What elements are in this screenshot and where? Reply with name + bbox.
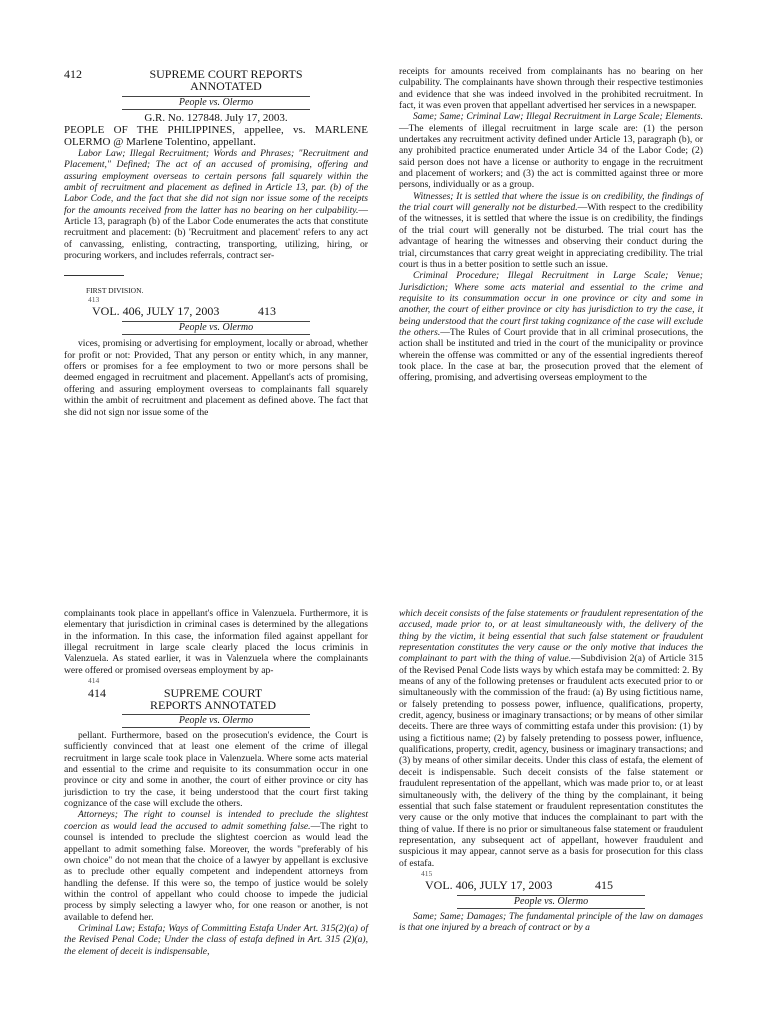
body-paragraph: receipts for amounts received from complainants has no bearing on her culpability. The complainants have shown through their respective testimonies and evidence that she was indeed involved in the prohibited recruitment. In fact, it was even proven that appellant advertised her services in a newspaper. xyxy=(399,66,703,112)
report-title: SUPREME COURT REPORTS xyxy=(149,67,303,81)
syllabus-heading: Same; Same; Criminal Law; Illegal Recruitment in Large Scale; Elements. xyxy=(413,111,703,123)
body-paragraph: vices, promising or advertising for employment, locally or abroad, whether for profit or not: Provided, That any person or entity which, in any manner, offers or promises for a fee employment to two or more persons shall be deemed engaged in recruitment and placement. Appellant's acts of promising, offering and assuring employment overseas to complainants fall squarely within the ambit of recruitment and placement as defined above. The fact that she did not sign nor issue some of the xyxy=(64,338,368,418)
footnote: FIRST DIVISION. xyxy=(86,286,144,296)
report-title-line2: ANNOTATED xyxy=(190,79,262,93)
column-bottom-right xyxy=(399,608,703,934)
syllabus-text: —Article 13, paragraph (b) of the Labor Code enumerates the acts that constitute recruitment and placement: (b) 'Recruitment and placement' refers to any act of canvassing, enlisting, contracting, transporting, utilizing, hiring, or procuring workers, and includes referrals, contract ser- xyxy=(64,204,368,262)
running-head: People vs. Olermo xyxy=(457,895,645,909)
syllabus-paragraph xyxy=(64,923,368,957)
syllabus-text: —The Rules of Court provide that in all criminal prosecutions, the action shall be instituted and tried in the court of the municipality or province wherein the offense was committed or any of the essential ingredients thereof took place. In the case at bar, the prosecution proved that the element of offering, promising, and advertising overseas employment to the xyxy=(399,326,703,384)
body-text: complainants took place in appellant's office in Valenzuela. Furthermore, it is elementary that jurisdiction in criminal cases is determined by the allegations in the information. In this case, the information filed against appellant for illegal recruitment in large scale clearly placed the locus criminis in Valenzuela. As stated earlier, it was in Valenzuela where the complainants were offered or promised overseas employment by ap- xyxy=(64,608,368,676)
syllabus-paragraph xyxy=(399,111,703,190)
running-head: People vs. Olermo xyxy=(122,321,310,335)
syllabus-paragraph xyxy=(399,191,703,270)
page-number: 415 xyxy=(595,877,613,892)
column-top-left xyxy=(64,66,368,418)
syllabus-paragraph xyxy=(64,809,368,922)
syllabus-text: —The elements of illegal recruitment in large scale are: (1) the person undertakes any recruitment activity defined under Article 13, paragraph (b), or any prohibited practice enumerated under Article 34 of the Labor Code; (2) said person does not have a license or authority to engage in the recruitment and placement of workers; and (3) the act is committed against three or more persons, individually or as a group. xyxy=(399,122,703,191)
syllabus-text: —Subdivision 2(a) of Article 315 of the Revised Penal Code lists ways by which estafa may be committed: 2. By means of any of the following pretenses or fraudulent acts executed prior to or simultaneously with the commission of the fraud: (a) By using fictitious name, or falsely pretending to possess power, influence, qualifications, property, credit, agency, business or imaginary transactions; or by means of other similar deceits. There are three ways of committing estafa under this provision: (1) by using a fictitious name; (2) by falsely pretending to possess power, influence, qualifications, property, credit, agency, business or imaginary transactions; and (3) by means of other similar deceits. Under this class of estafa, the element of deceit is indispensable. Such deceit consists of the false statement or fraudulent representation of the appellant, which was made prior to, or at least simultaneously with, the delivery of the thing by the complainant, it being essential that such false statement or fraudulent representation constitutes the very cause or the only motive that induces the complainant to part with the thing of value. If there is no prior or simultaneous false statement or fraudulent representation, any subsequent act of appellant, however fraudulent and suspicious it may appear, cannot serve as a basis for prosecution for this class of estafa. xyxy=(399,653,704,869)
volume-line: VOL. 406, JULY 17, 2003 xyxy=(425,877,553,892)
syllabus-paragraph xyxy=(64,148,368,261)
syllabus-paragraph xyxy=(399,608,703,869)
syllabus-text: —The right to counsel is intended to preclude the slightest coercion as would lead the appellant to admit something false. Moreover, the words "preferably of his own choice" do not mean that the choice of a lawyer by appellant is exclusive as to preclude other equally competent and independent attorneys from handling the defense. If this were so, the tempo of justice would be solely within the control of appellant who could choose to impede the judicial process by simply selecting a lawyer who, for one reason or another, is not available to defend her. xyxy=(64,820,368,923)
running-head: People vs. Olermo xyxy=(122,96,310,110)
syllabus-italic: which deceit consists of the false statements or fraudulent representation of the accused, made prior to, or at least simultaneously with, the delivery of the thing by the victim, it being essential that such false statement or fraudulent representation constitutes the very cause or the only motive that induces the complainant to part with the thing of value. xyxy=(399,608,703,665)
report-title-line2: REPORTS ANNOTATED xyxy=(150,698,276,713)
running-head: People vs. Olermo xyxy=(122,714,310,728)
report-title: SUPREME COURT xyxy=(163,686,263,701)
page-header-415 xyxy=(399,878,703,894)
column-bottom-left xyxy=(64,608,368,957)
case-number: G.R. No. 127848. July 17, 2003. xyxy=(144,112,288,124)
syllabus-heading: Same; Same; Damages; The fundamental principle of the law on damages is that one injured by a breach of contract or by a xyxy=(399,910,703,934)
syllabus-text: —With respect to the credibility of the witnesses, it is settled that where the issue is on credibility, the findings of the trial court will generally not be disturbed. The trial court has the advantage of hearing the witnesses and observing their conduct during the trial, circumstances that carry great weight in appreciating credibility. The trial court is thus in a better position to settle such an issue. xyxy=(399,202,704,270)
page-header-413 xyxy=(64,304,368,320)
body-paragraph xyxy=(64,608,368,676)
volume-line: VOL. 406, JULY 17, 2003 xyxy=(92,304,220,319)
case-caption: PEOPLE OF THE PHILIPPINES, appellee, vs. MARLENE OLERMO @ Marlene Tolentino, appellant. xyxy=(64,124,368,148)
syllabus-heading: Criminal Law; Estafa; Ways of Committing Estafa Under Art. 315(2)(a) of the Revised Penal Code; Under the class of estafa defined in Art. 315 (2)(a), the element of deceit is indispensable, xyxy=(64,922,368,957)
page-number: 413 xyxy=(258,304,276,319)
footnote-page-ref: 413 xyxy=(88,295,100,305)
syllabus-heading: Witnesses; It is settled that where the issue is on credibility, the findings of the trial court will generally not be disturbed. xyxy=(399,190,703,214)
page-ref: 414 xyxy=(88,676,100,686)
syllabus-heading: Labor Law; Illegal Recruitment; Words and Phrases; "Recruitment and Placement," Defined; xyxy=(64,148,368,171)
page-number: 414 xyxy=(88,686,106,701)
syllabus-heading: Attorneys; The right to counsel is intended to preclude the slightest coercion as would lead the accused to admit something false. xyxy=(64,809,368,832)
page-number: 412 xyxy=(64,67,82,81)
syllabus-italic: The act of an accused of promising, offering and assuring employment overseas to certain persons fall squarely within the ambit of recruitment and placement as defined in Article 13, par. (b) of the Labor Code, and the fact that she did not sign nor issue some of the receipts for the amounts received from the latter has no bearing on her culpability. xyxy=(64,159,368,216)
syllabus-paragraph xyxy=(399,911,703,934)
column-top-right xyxy=(399,66,703,384)
body-paragraph: pellant. Furthermore, based on the prosecution's evidence, the Court is sufficiently convinced that at least one element of the crime of illegal recruitment in large scale took place in Valenzuela. Where some acts material and essential to the crime and requisite to its consummation occur in one province or city and some in another, the court of either province or city has jurisdiction to try the case, it being understood that the court first taking cognizance of the case will exclude the others. xyxy=(64,730,368,810)
syllabus-heading: Criminal Procedure; Illegal Recruitment in Large Scale; Venue; Jurisdiction; Where some acts material and essential to the crime and requisite to its consummation occur in one province or city and some in another, the court of either province or city has jurisdiction to try the case, it being understood that the court first taking cognizance of the case will exclude the others. xyxy=(399,270,703,338)
footnote-separator xyxy=(64,275,124,276)
page-header-414 xyxy=(64,685,368,713)
syllabus-paragraph xyxy=(399,270,703,383)
page-header-412 xyxy=(64,66,368,93)
page-ref: 415 xyxy=(421,868,433,878)
